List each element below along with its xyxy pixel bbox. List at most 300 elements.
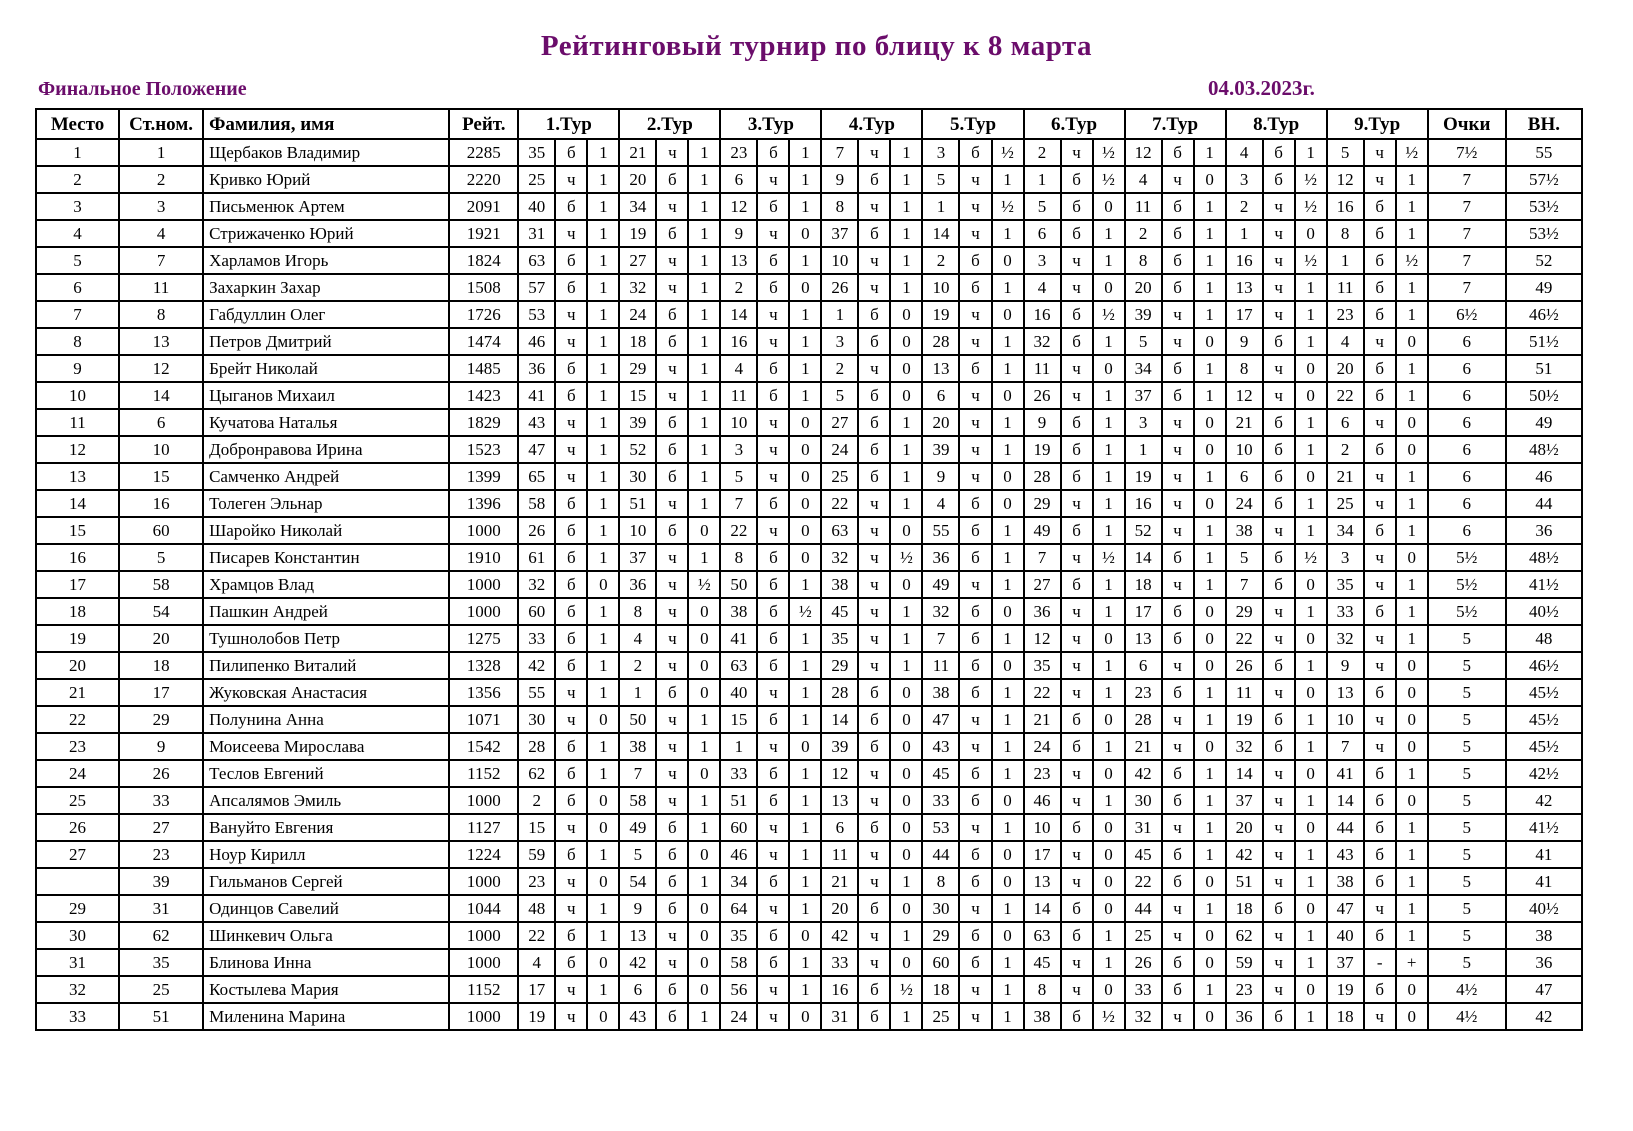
- round-1-result: 1: [587, 733, 619, 760]
- round-9-opponent: 2: [1327, 436, 1364, 463]
- round-6-result: 1: [1093, 247, 1125, 274]
- round-7-opponent: 21: [1125, 733, 1162, 760]
- round-9-result: 1: [1396, 463, 1428, 490]
- rating-cell: 1474: [449, 328, 518, 355]
- round-1-result: 1: [587, 382, 619, 409]
- header-buchholz: ВН.: [1506, 109, 1582, 139]
- round-6-color: ч: [1061, 652, 1093, 679]
- round-9-opponent: 34: [1327, 517, 1364, 544]
- round-4-color: ч: [858, 355, 890, 382]
- round-9-opponent: 37: [1327, 949, 1364, 976]
- rating-cell: 1000: [449, 868, 518, 895]
- round-5-result: 0: [992, 382, 1024, 409]
- round-7-opponent: 18: [1125, 571, 1162, 598]
- round-8-opponent: 10: [1226, 436, 1263, 463]
- round-1-color: б: [555, 382, 587, 409]
- round-2-color: б: [656, 841, 688, 868]
- player-name-cell: Габдуллин Олег: [203, 301, 449, 328]
- round-5-color: ч: [959, 706, 991, 733]
- round-4-color: ч: [858, 598, 890, 625]
- round-1-opponent: 63: [518, 247, 555, 274]
- rating-cell: 1044: [449, 895, 518, 922]
- round-6-result: 1: [1093, 220, 1125, 247]
- round-3-result: 1: [789, 571, 821, 598]
- round-2-result: 1: [688, 868, 720, 895]
- round-3-color: б: [757, 193, 789, 220]
- round-9-result: 1: [1396, 760, 1428, 787]
- round-9-color: ч: [1364, 328, 1396, 355]
- buchholz-cell: 44: [1506, 490, 1582, 517]
- round-1-result: 1: [587, 409, 619, 436]
- table-row: [36, 517, 1582, 544]
- round-2-color: б: [656, 679, 688, 706]
- round-7-color: ч: [1162, 301, 1194, 328]
- place-cell: 13: [36, 463, 119, 490]
- start-num-cell: 54: [119, 598, 203, 625]
- points-cell: 7: [1428, 274, 1506, 301]
- round-9-color: б: [1364, 841, 1396, 868]
- round-7-result: 0: [1194, 949, 1226, 976]
- round-9-result: 1: [1396, 166, 1428, 193]
- round-1-result: 1: [587, 544, 619, 571]
- round-2-color: б: [656, 895, 688, 922]
- round-2-color: б: [656, 436, 688, 463]
- player-name-cell: Харламов Игорь: [203, 247, 449, 274]
- round-6-color: ч: [1061, 274, 1093, 301]
- round-2-color: б: [656, 463, 688, 490]
- round-5-result: 1: [992, 733, 1024, 760]
- header-round-4: 4.Тур: [821, 109, 922, 139]
- place-cell: 7: [36, 301, 119, 328]
- round-7-result: 1: [1194, 895, 1226, 922]
- round-2-color: ч: [656, 949, 688, 976]
- round-6-result: ½: [1093, 544, 1125, 571]
- round-6-opponent: 6: [1024, 220, 1061, 247]
- round-4-result: 0: [890, 679, 922, 706]
- round-2-color: б: [656, 328, 688, 355]
- round-7-opponent: 13: [1125, 625, 1162, 652]
- round-8-color: б: [1263, 328, 1295, 355]
- round-5-result: 1: [992, 895, 1024, 922]
- round-8-result: 0: [1295, 895, 1327, 922]
- place-cell: 12: [36, 436, 119, 463]
- round-7-opponent: 8: [1125, 247, 1162, 274]
- round-3-color: б: [757, 625, 789, 652]
- round-6-color: б: [1061, 409, 1093, 436]
- round-7-color: б: [1162, 787, 1194, 814]
- round-9-color: ч: [1364, 733, 1396, 760]
- start-num-cell: 7: [119, 247, 203, 274]
- round-1-result: 1: [587, 301, 619, 328]
- buchholz-cell: 45½: [1506, 733, 1582, 760]
- round-1-result: 1: [587, 220, 619, 247]
- round-3-color: ч: [757, 976, 789, 1003]
- round-4-color: ч: [858, 922, 890, 949]
- round-3-color: ч: [757, 814, 789, 841]
- round-8-result: 1: [1295, 436, 1327, 463]
- round-6-color: ч: [1061, 382, 1093, 409]
- round-8-result: 1: [1295, 490, 1327, 517]
- round-5-color: б: [959, 652, 991, 679]
- round-9-opponent: 35: [1327, 571, 1364, 598]
- round-2-result: 1: [688, 220, 720, 247]
- place-cell: 8: [36, 328, 119, 355]
- round-1-color: б: [555, 787, 587, 814]
- round-2-color: ч: [656, 139, 688, 166]
- round-3-result: 1: [789, 247, 821, 274]
- round-3-opponent: 34: [720, 868, 757, 895]
- round-2-result: 1: [688, 247, 720, 274]
- round-3-color: б: [757, 598, 789, 625]
- round-8-result: 1: [1295, 706, 1327, 733]
- round-3-opponent: 38: [720, 598, 757, 625]
- round-1-result: 0: [587, 949, 619, 976]
- start-num-cell: 11: [119, 274, 203, 301]
- round-4-opponent: 21: [821, 868, 858, 895]
- buchholz-cell: 41½: [1506, 814, 1582, 841]
- round-2-result: 1: [688, 301, 720, 328]
- round-6-color: ч: [1061, 760, 1093, 787]
- buchholz-cell: 41: [1506, 841, 1582, 868]
- round-9-color: ч: [1364, 139, 1396, 166]
- round-2-opponent: 32: [619, 274, 656, 301]
- round-8-color: ч: [1263, 760, 1295, 787]
- round-7-opponent: 26: [1125, 949, 1162, 976]
- round-6-result: 1: [1093, 787, 1125, 814]
- round-3-result: 0: [789, 733, 821, 760]
- points-cell: 5: [1428, 625, 1506, 652]
- round-4-result: ½: [890, 544, 922, 571]
- buchholz-cell: 48: [1506, 625, 1582, 652]
- player-name-cell: Писарев Константин: [203, 544, 449, 571]
- points-cell: 6: [1428, 409, 1506, 436]
- round-3-color: ч: [757, 841, 789, 868]
- round-6-color: ч: [1061, 787, 1093, 814]
- round-8-opponent: 4: [1226, 139, 1263, 166]
- round-9-opponent: 41: [1327, 760, 1364, 787]
- round-6-result: 1: [1093, 382, 1125, 409]
- round-3-color: б: [757, 922, 789, 949]
- rating-cell: 1508: [449, 274, 518, 301]
- round-4-color: б: [858, 220, 890, 247]
- round-2-color: ч: [656, 706, 688, 733]
- table-row: [36, 733, 1582, 760]
- round-4-color: ч: [858, 760, 890, 787]
- round-7-result: 1: [1194, 976, 1226, 1003]
- round-9-opponent: 32: [1327, 625, 1364, 652]
- round-5-result: 0: [992, 463, 1024, 490]
- place-cell: 4: [36, 220, 119, 247]
- round-4-opponent: 22: [821, 490, 858, 517]
- round-6-opponent: 12: [1024, 625, 1061, 652]
- round-7-result: 0: [1194, 598, 1226, 625]
- round-3-color: ч: [757, 1003, 789, 1030]
- round-3-color: б: [757, 247, 789, 274]
- round-1-opponent: 62: [518, 760, 555, 787]
- points-cell: 7: [1428, 247, 1506, 274]
- round-3-color: б: [757, 652, 789, 679]
- points-cell: 5: [1428, 895, 1506, 922]
- round-4-opponent: 63: [821, 517, 858, 544]
- buchholz-cell: 57½: [1506, 166, 1582, 193]
- player-name-cell: Петров Дмитрий: [203, 328, 449, 355]
- round-2-result: 1: [688, 328, 720, 355]
- round-3-result: 1: [789, 841, 821, 868]
- round-9-result: 1: [1396, 490, 1428, 517]
- round-9-result: 1: [1396, 598, 1428, 625]
- points-cell: 5: [1428, 652, 1506, 679]
- round-2-opponent: 27: [619, 247, 656, 274]
- round-8-result: 1: [1295, 328, 1327, 355]
- page-title: Рейтинговый турнир по блицу к 8 марта: [540, 30, 1093, 62]
- start-num-cell: 20: [119, 625, 203, 652]
- round-1-opponent: 32: [518, 571, 555, 598]
- round-2-result: 0: [688, 598, 720, 625]
- rating-cell: 1000: [449, 922, 518, 949]
- place-cell: 29: [36, 895, 119, 922]
- round-8-color: ч: [1263, 922, 1295, 949]
- round-3-color: б: [757, 706, 789, 733]
- header-round-5: 5.Тур: [922, 109, 1023, 139]
- round-6-opponent: 28: [1024, 463, 1061, 490]
- round-3-color: ч: [757, 679, 789, 706]
- round-8-opponent: 19: [1226, 706, 1263, 733]
- round-9-opponent: 13: [1327, 679, 1364, 706]
- round-9-opponent: 10: [1327, 706, 1364, 733]
- round-7-result: 1: [1194, 463, 1226, 490]
- round-3-opponent: 51: [720, 787, 757, 814]
- table-row: [36, 895, 1582, 922]
- round-3-result: 1: [789, 301, 821, 328]
- round-8-opponent: 42: [1226, 841, 1263, 868]
- round-4-result: 1: [890, 490, 922, 517]
- round-2-result: 0: [688, 760, 720, 787]
- round-2-color: ч: [656, 652, 688, 679]
- round-6-result: 1: [1093, 571, 1125, 598]
- round-3-opponent: 33: [720, 760, 757, 787]
- round-5-color: б: [959, 841, 991, 868]
- round-8-color: б: [1263, 733, 1295, 760]
- header-round-6: 6.Тур: [1024, 109, 1125, 139]
- round-8-color: ч: [1263, 382, 1295, 409]
- round-7-opponent: 14: [1125, 544, 1162, 571]
- round-4-color: б: [858, 409, 890, 436]
- round-6-color: б: [1061, 706, 1093, 733]
- round-1-color: ч: [555, 328, 587, 355]
- buchholz-cell: 50½: [1506, 382, 1582, 409]
- round-7-color: б: [1162, 679, 1194, 706]
- round-6-result: 1: [1093, 733, 1125, 760]
- buchholz-cell: 47: [1506, 976, 1582, 1003]
- round-8-color: ч: [1263, 274, 1295, 301]
- round-9-color: б: [1364, 274, 1396, 301]
- start-num-cell: 26: [119, 760, 203, 787]
- round-5-opponent: 11: [922, 652, 959, 679]
- round-4-opponent: 26: [821, 274, 858, 301]
- round-8-opponent: 38: [1226, 517, 1263, 544]
- round-3-opponent: 6: [720, 166, 757, 193]
- round-6-result: 0: [1093, 760, 1125, 787]
- round-4-opponent: 7: [821, 139, 858, 166]
- player-name-cell: Вануйто Евгения: [203, 814, 449, 841]
- round-9-result: 1: [1396, 382, 1428, 409]
- round-8-color: ч: [1263, 814, 1295, 841]
- round-6-result: 1: [1093, 490, 1125, 517]
- rating-cell: 1000: [449, 517, 518, 544]
- round-9-result: 0: [1396, 1003, 1428, 1030]
- round-8-opponent: 24: [1226, 490, 1263, 517]
- round-3-result: 1: [789, 625, 821, 652]
- round-3-result: 1: [789, 895, 821, 922]
- round-1-opponent: 42: [518, 652, 555, 679]
- round-6-opponent: 26: [1024, 382, 1061, 409]
- round-4-opponent: 42: [821, 922, 858, 949]
- round-7-color: б: [1162, 247, 1194, 274]
- round-4-opponent: 2: [821, 355, 858, 382]
- start-num-cell: 12: [119, 355, 203, 382]
- round-1-result: 1: [587, 166, 619, 193]
- round-4-color: ч: [858, 247, 890, 274]
- round-8-result: 1: [1295, 922, 1327, 949]
- points-cell: 5: [1428, 760, 1506, 787]
- round-9-result: 1: [1396, 571, 1428, 598]
- round-9-result: 1: [1396, 895, 1428, 922]
- player-name-cell: Моисеева Мирослава: [203, 733, 449, 760]
- round-1-result: 0: [587, 1003, 619, 1030]
- round-8-color: ч: [1263, 517, 1295, 544]
- round-7-opponent: 6: [1125, 652, 1162, 679]
- points-cell: 5: [1428, 814, 1506, 841]
- header-row: [36, 109, 1582, 139]
- round-4-opponent: 11: [821, 841, 858, 868]
- round-4-result: 1: [890, 166, 922, 193]
- round-7-opponent: 33: [1125, 976, 1162, 1003]
- round-6-color: ч: [1061, 868, 1093, 895]
- place-cell: 16: [36, 544, 119, 571]
- start-num-cell: 39: [119, 868, 203, 895]
- round-9-result: 0: [1396, 436, 1428, 463]
- round-6-result: 0: [1093, 868, 1125, 895]
- round-9-result: 1: [1396, 274, 1428, 301]
- round-3-result: 1: [789, 976, 821, 1003]
- round-6-color: б: [1061, 517, 1093, 544]
- round-9-opponent: 38: [1327, 868, 1364, 895]
- round-1-result: 0: [587, 706, 619, 733]
- round-3-color: ч: [757, 436, 789, 463]
- round-6-opponent: 17: [1024, 841, 1061, 868]
- round-4-result: 0: [890, 706, 922, 733]
- round-2-result: 1: [688, 382, 720, 409]
- round-3-color: ч: [757, 220, 789, 247]
- table-row: [36, 463, 1582, 490]
- round-8-result: ½: [1295, 193, 1327, 220]
- place-cell: 6: [36, 274, 119, 301]
- round-7-color: б: [1162, 220, 1194, 247]
- place-cell: 3: [36, 193, 119, 220]
- round-4-opponent: 25: [821, 463, 858, 490]
- round-3-result: 1: [789, 328, 821, 355]
- round-9-color: ч: [1364, 652, 1396, 679]
- place-cell: 31: [36, 949, 119, 976]
- round-8-color: ч: [1263, 301, 1295, 328]
- round-7-opponent: 11: [1125, 193, 1162, 220]
- round-7-result: 1: [1194, 274, 1226, 301]
- round-9-color: б: [1364, 760, 1396, 787]
- round-8-color: б: [1263, 1003, 1295, 1030]
- round-8-color: б: [1263, 463, 1295, 490]
- rating-cell: 2091: [449, 193, 518, 220]
- round-9-opponent: 43: [1327, 841, 1364, 868]
- round-5-opponent: 49: [922, 571, 959, 598]
- player-name-cell: Храмцов Влад: [203, 571, 449, 598]
- points-cell: 4½: [1428, 1003, 1506, 1030]
- round-1-opponent: 40: [518, 193, 555, 220]
- round-6-opponent: 23: [1024, 760, 1061, 787]
- round-5-opponent: 60: [922, 949, 959, 976]
- round-6-result: ½: [1093, 301, 1125, 328]
- round-2-result: 1: [688, 355, 720, 382]
- round-6-result: 0: [1093, 814, 1125, 841]
- round-4-color: ч: [858, 517, 890, 544]
- round-6-result: ½: [1093, 139, 1125, 166]
- round-5-color: ч: [959, 814, 991, 841]
- rating-cell: 1000: [449, 1003, 518, 1030]
- points-cell: 6: [1428, 355, 1506, 382]
- round-8-result: 1: [1295, 301, 1327, 328]
- rating-cell: 1224: [449, 841, 518, 868]
- round-4-opponent: 28: [821, 679, 858, 706]
- round-3-color: б: [757, 571, 789, 598]
- round-7-opponent: 19: [1125, 463, 1162, 490]
- buchholz-cell: 41: [1506, 868, 1582, 895]
- round-7-color: ч: [1162, 733, 1194, 760]
- round-4-color: ч: [858, 625, 890, 652]
- round-8-result: 1: [1295, 652, 1327, 679]
- round-5-color: б: [959, 139, 991, 166]
- round-1-result: 1: [587, 598, 619, 625]
- round-7-color: б: [1162, 139, 1194, 166]
- round-7-opponent: 28: [1125, 706, 1162, 733]
- round-5-opponent: 10: [922, 274, 959, 301]
- player-name-cell: Ноур Кирилл: [203, 841, 449, 868]
- header-points: Очки: [1428, 109, 1506, 139]
- place-cell: 21: [36, 679, 119, 706]
- round-3-opponent: 3: [720, 436, 757, 463]
- round-8-result: 0: [1295, 625, 1327, 652]
- round-2-result: 0: [688, 895, 720, 922]
- round-2-opponent: 34: [619, 193, 656, 220]
- round-1-color: б: [555, 922, 587, 949]
- table-row: [36, 922, 1582, 949]
- round-9-color: б: [1364, 220, 1396, 247]
- buchholz-cell: 42: [1506, 787, 1582, 814]
- round-4-opponent: 33: [821, 949, 858, 976]
- round-9-color: б: [1364, 922, 1396, 949]
- round-1-result: 1: [587, 976, 619, 1003]
- round-8-result: ½: [1295, 247, 1327, 274]
- round-2-result: 0: [688, 922, 720, 949]
- round-8-opponent: 22: [1226, 625, 1263, 652]
- points-cell: 6: [1428, 328, 1506, 355]
- header-name: Фамилия, имя: [203, 109, 449, 139]
- round-5-color: ч: [959, 976, 991, 1003]
- round-2-result: 0: [688, 625, 720, 652]
- round-3-color: б: [757, 355, 789, 382]
- round-9-opponent: 9: [1327, 652, 1364, 679]
- round-7-opponent: 3: [1125, 409, 1162, 436]
- round-4-color: б: [858, 679, 890, 706]
- points-cell: 5: [1428, 949, 1506, 976]
